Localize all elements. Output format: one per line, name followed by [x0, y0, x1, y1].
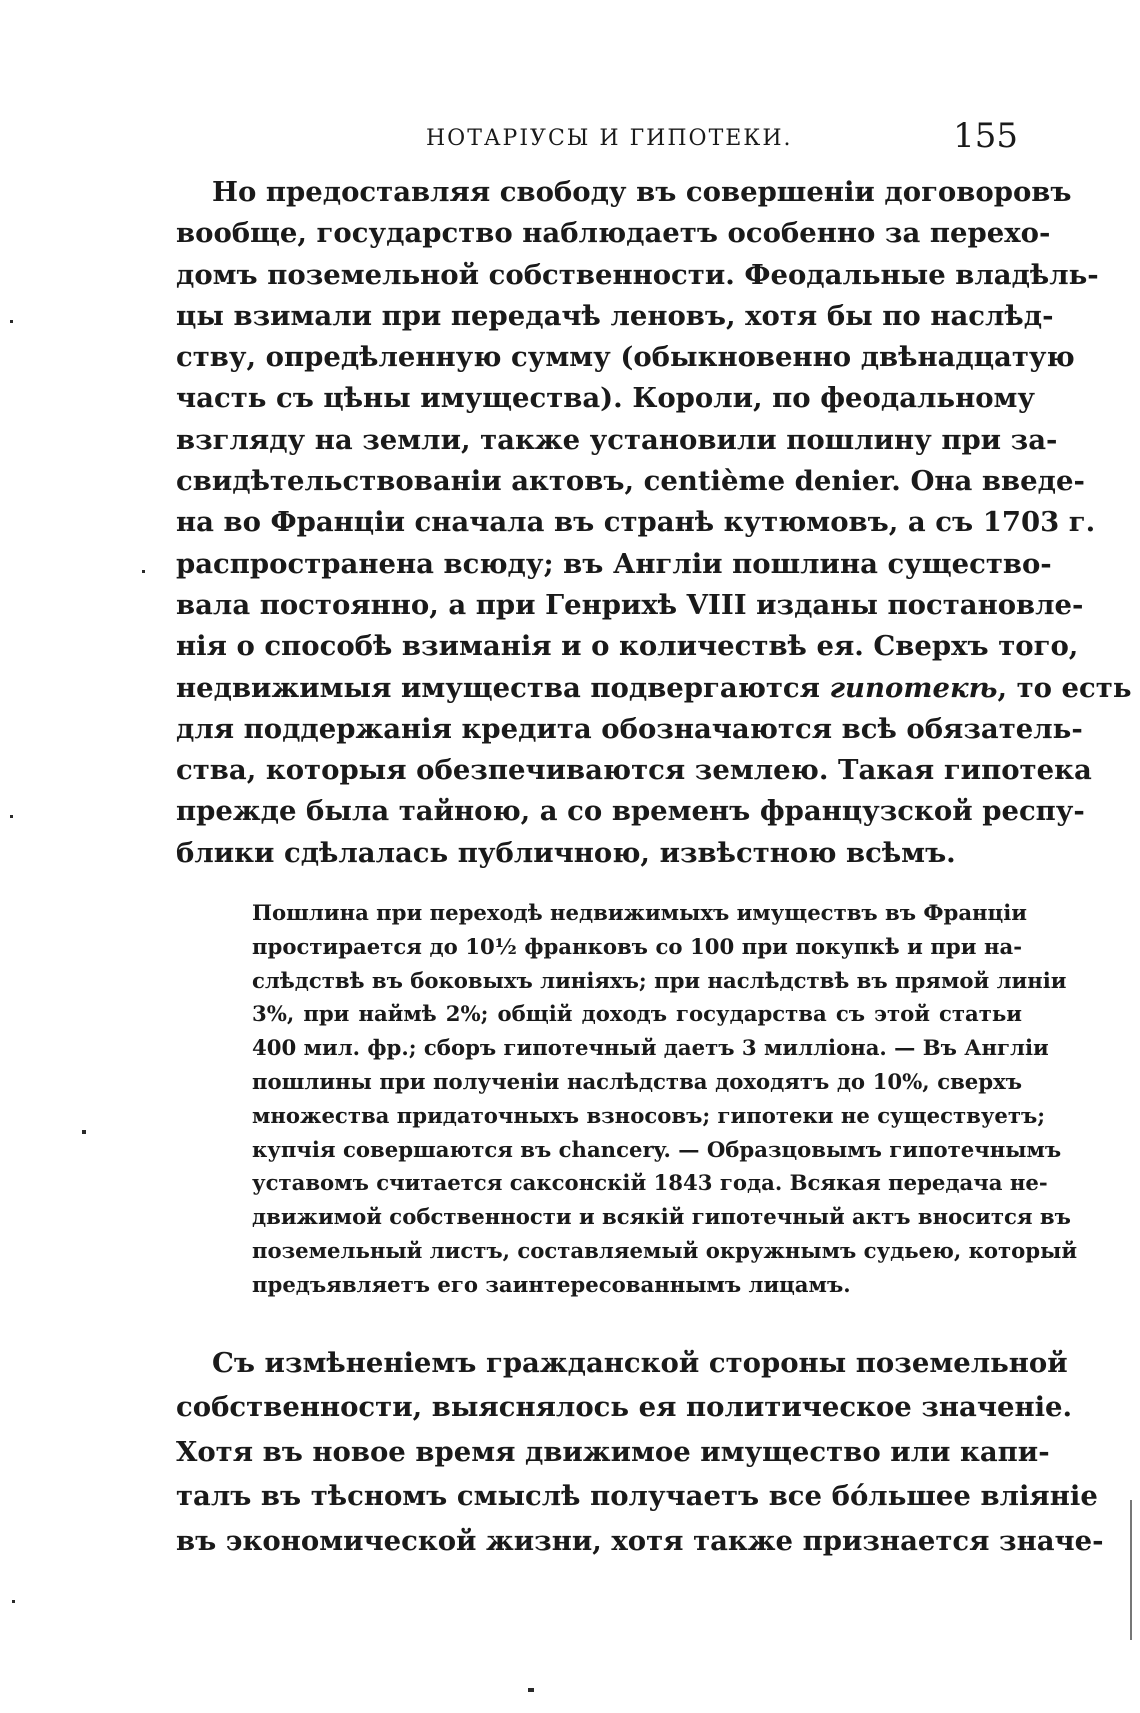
italic-term: гипотекѣ	[829, 671, 998, 704]
text-line: вообще, государство наблюдаетъ особенно за перехо-	[176, 217, 1051, 250]
footnote-block	[252, 896, 1078, 1302]
note-line: слѣдствѣ въ боковыхъ линіяхъ; при наслѣдствѣ въ прямой линіи	[252, 967, 1067, 993]
text-line: вала постоянно, а при Генрихѣ VIII изданы постановле-	[176, 588, 1084, 621]
text-line-with-italic	[176, 668, 1132, 709]
scan-speck	[10, 815, 13, 818]
scan-speck	[12, 1600, 15, 1603]
page-edge-line	[1130, 1500, 1132, 1640]
text-line: цы взимали при передачѣ леновъ, хотя бы по наслѣд-	[176, 299, 1054, 332]
scan-speck	[142, 570, 145, 573]
text-line: ству, опредѣленную сумму (обыкновенно двѣнадцатую	[176, 341, 1075, 374]
page-header	[176, 112, 1018, 162]
note-line: предъявляетъ его заинтересованнымъ лицамъ.	[252, 1271, 851, 1297]
text-line: распространена всюду; въ Англіи пошлина существо-	[176, 547, 1052, 580]
text-line: талъ въ тѣсномъ смыслѣ получаетъ все бóльшее вліяніе	[176, 1480, 1098, 1513]
note-line: множества придаточныхъ взносовъ; гипотеки не существуетъ;	[252, 1102, 1046, 1128]
scan-speck	[528, 1688, 534, 1692]
text-segment: недвижимыя имущества подвергаются	[176, 671, 830, 704]
note-line: пошлины при полученіи наслѣдства доходятъ до 10%, сверхъ	[252, 1068, 1022, 1094]
text-line: Но предоставляя свободу въ совершеніи договоровъ	[212, 176, 1072, 208]
running-head: НОТАРІУСЫ И ГИПОТЕКИ.	[426, 126, 793, 151]
text-line: домъ поземельной собственности. Феодальные владѣль-	[176, 258, 1099, 291]
note-line: уставомъ считается саксонскій 1843 года. Всякая передача не-	[252, 1170, 1048, 1196]
text-line: нія о способѣ взиманія и о количествѣ ея. Сверхъ того,	[176, 630, 1079, 663]
text-line: часть съ цѣны имущества). Короли, по феодальному	[176, 382, 1036, 415]
note-line: простирается до 10½ франковъ со 100 при покупкѣ и при на-	[252, 933, 1022, 959]
note-line: 400 мил. фр.; сборъ гипотечный даетъ 3 милліона. — Въ Англіи	[252, 1035, 1049, 1061]
text-line: для поддержанія кредита обозначаются всѣ обязатель-	[176, 712, 1083, 745]
text-segment: , то есть	[997, 671, 1132, 704]
text-line: Съ измѣненіемъ гражданской стороны поземельной	[212, 1347, 1068, 1379]
paragraph-1	[176, 172, 1132, 874]
note-line: 3%, при наймѣ 2%; общій доходъ государства съ этой статьи	[252, 1001, 1022, 1027]
note-line: поземельный листъ, составляемый окружнымъ судьею, который	[252, 1237, 1078, 1263]
text-line: взгляду на земли, также установили пошлину при за-	[176, 423, 1058, 456]
text-line: собственности, выяснялось ея политическое значеніе.	[176, 1391, 1073, 1424]
scan-speck	[82, 1130, 86, 1134]
note-line: купчія совершаются въ chancery. — Образцовымъ гипотечнымъ	[252, 1136, 1062, 1162]
text-line: на во Франціи сначала въ странѣ кутюмовъ, а съ 1703 г.	[176, 506, 1096, 539]
text-line: Хотя въ новое время движимое имущество или капи-	[176, 1435, 1050, 1468]
note-line: движимой собственности и всякій гипотечный актъ вносится въ	[252, 1204, 1071, 1230]
note-line: Пошлина при переходѣ недвижимыхъ имуществъ въ Франціи	[252, 900, 1027, 925]
paragraph-2	[176, 1341, 1104, 1563]
text-line: свидѣтельствованіи актовъ, centième denier. Она введе-	[176, 465, 1085, 498]
text-line: ства, которыя обезпечиваются землею. Такая гипотека	[176, 754, 1092, 787]
text-line: въ экономической жизни, хотя также признается значе-	[176, 1524, 1104, 1557]
text-line: прежде была тайною, а со временъ французской респу-	[176, 795, 1085, 828]
text-line: блики сдѣлалась публичною, извѣстною всѣмъ.	[176, 836, 956, 869]
scan-speck	[10, 320, 13, 323]
page-number: 155	[953, 116, 1018, 156]
